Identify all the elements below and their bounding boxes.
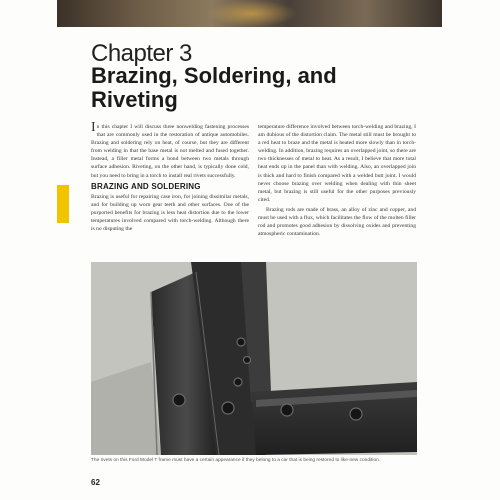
chapter-label: Chapter 3 <box>91 40 192 67</box>
right-paragraph-1: temperature difference involved between torch-welding and brazing, I am dubious of the distortion claim. The metal still must be brought to a red heat to braze and the metal is heated more slowly than in torch-welding. In addition, brazing requires an overlapped joint, so there are two thicknesses of metal to heat. As a result, I believe that more total heat ends up in the panel than with welding. Also, an overlapped join is thick and hard to finish compared with a welded butt joint. I would never choose brazing over welding when dealing with thin sheet metal, but brazing is still useful for the other purposes previously cited. <box>258 124 416 203</box>
left-column <box>91 120 249 235</box>
section-paragraph: Brazing is useful for repairing case iron, for joining dissimilar metals, and for building up worn gear teeth and other surfaces. One of the purported benefits for brazing is less heat distortion due to the lower temperatures involved compared with torch-welding. Although there is no disputing the <box>91 193 249 233</box>
section-heading: BRAZING AND SOLDERING <box>91 181 201 191</box>
drop-cap: I <box>91 120 96 135</box>
page-number: 62 <box>91 478 100 487</box>
intro-paragraph: In this chapter I will discuss three nonwelding fastening processes that are commonly used in the restoration of antique automobiles. Brazing and soldering rely on heat, of course, but they are different from welding in that the base metal is not melted and fused together. Instead, a filler metal forms a bond between two metals through surface adhesion. Riveting, on the other hand, is typically done cold, but you need to bring in a torch to install real rivets successfully. <box>91 120 249 179</box>
chapter-tab-marker <box>57 185 69 223</box>
rivet-frame-illustration <box>91 262 417 455</box>
right-paragraph-2: Brazing rods are made of brass, an alloy of zinc and copper, and must be used with a flux, which facilitates the flow of the molten filler rod and promotes good adhesion by dissolving oxides and preventing atmospheric contamination. <box>258 206 416 238</box>
rivet-frame-photo <box>91 262 417 455</box>
photo-caption: The rivets on this Ford Model T frame must have a certain appearance if they belong to a car that is being restored to like-new condition. <box>91 458 381 463</box>
right-column <box>258 123 416 240</box>
chapter-title: Brazing, Soldering, and Riveting <box>91 63 337 112</box>
top-banner-image <box>57 0 442 27</box>
